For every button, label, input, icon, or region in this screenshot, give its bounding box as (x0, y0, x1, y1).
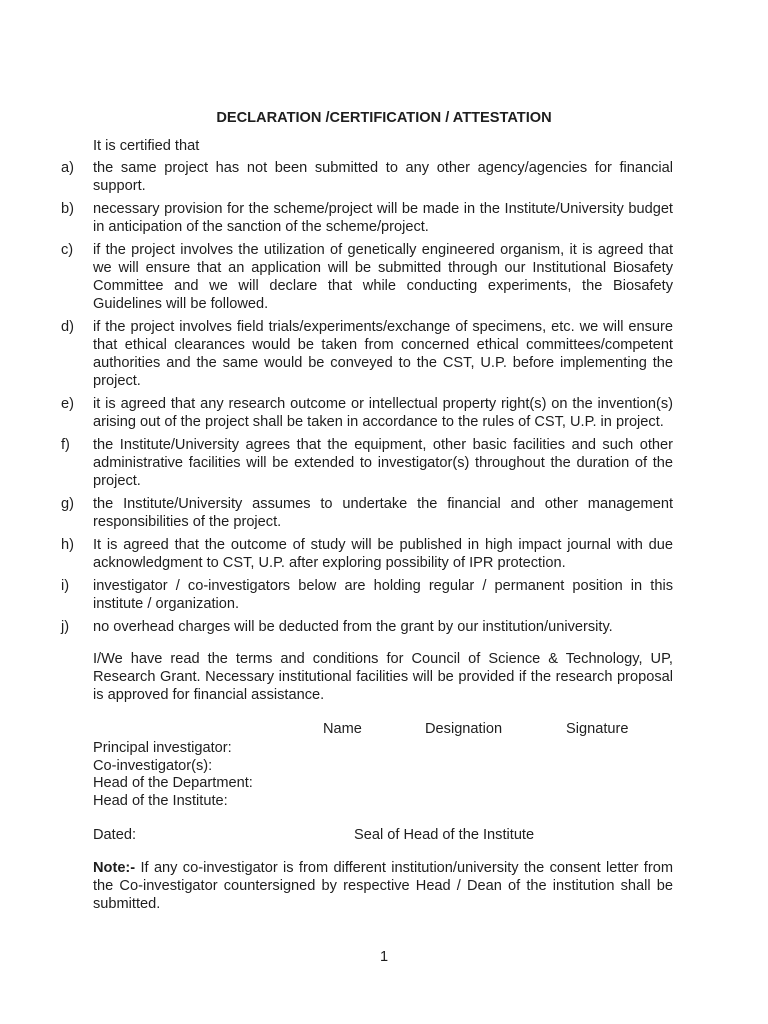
item-text: the Institute/University agrees that the equipment, other basic facilities and such other administrative facilities will be extended to investigator(s) throughout the duration of the project. (93, 437, 673, 489)
list-item (61, 241, 673, 313)
item-text: if the project involves field trials/experiments/exchange of specimens, etc. we will ensure that ethical clearances would be taken from concerned ethical committees/competent authorities and the same would be conveyed to the CST, U.P. before implementing the project. (93, 319, 673, 389)
item-text: the same project has not been submitted to any other agency/agencies for financial support. (93, 160, 673, 194)
item-text: investigator / co-investigators below are holding regular / permanent position in this institute / organization. (93, 578, 673, 612)
signatory-roles (93, 739, 253, 809)
list-item (61, 618, 673, 636)
item-label: h) (61, 537, 74, 553)
role-head-of-institute: Head of the Institute: (93, 792, 228, 809)
item-label: f) (61, 437, 70, 453)
item-label: d) (61, 319, 74, 335)
item-label: a) (61, 160, 74, 176)
note-text: If any co-investigator is from different institution/university the consent letter from the Co-investigator countersigned by respective Head / Dean of the institution shall be submitted. (93, 860, 673, 912)
item-label: g) (61, 496, 74, 512)
page-number: 1 (379, 949, 389, 965)
document-title: DECLARATION /CERTIFICATION / ATTESTATION (216, 110, 552, 126)
list-item (61, 577, 673, 613)
list-item (61, 200, 673, 236)
item-label: c) (61, 242, 74, 258)
seal-label: Seal of Head of the Institute (354, 827, 535, 843)
list-item (61, 495, 673, 531)
list-item (61, 159, 673, 195)
item-text: It is agreed that the outcome of study will be published in high impact journal with due acknowledgment to CST, U.P. after exploring possibility of IPR protection. (93, 537, 673, 571)
list-item (61, 395, 673, 431)
certification-list (61, 159, 673, 641)
signature-column-header: Signature (566, 721, 629, 737)
intro-text: It is certified that (93, 138, 200, 154)
item-text: if the project involves the utilization of genetically engineered organism, it is agreed that we will ensure that an application will be submitted through our Institutional Biosafety Committee and we will declare that while conducting experiments, the Biosafety Guidelines will be followed. (93, 242, 673, 312)
role-principal-investigator: Principal investigator: (93, 740, 232, 756)
list-item (61, 436, 673, 490)
role-co-investigators: Co-investigator(s): (93, 757, 213, 774)
item-text: the Institute/University assumes to undertake the financial and other management responsibilities of the project. (93, 496, 673, 530)
name-column-header: Name (323, 721, 362, 737)
list-item (61, 318, 673, 390)
role-head-of-department: Head of the Department: (93, 775, 253, 791)
dated-label: Dated: (93, 827, 136, 843)
item-text: no overhead charges will be deducted from the grant by our institution/university. (93, 619, 613, 635)
list-item (61, 536, 673, 572)
item-label: i) (61, 578, 70, 594)
item-label: e) (61, 396, 74, 412)
note-paragraph (93, 859, 673, 913)
item-label: j) (61, 619, 70, 635)
note-label: Note:- (93, 860, 136, 876)
terms-paragraph: I/We have read the terms and conditions for Council of Science & Technology, UP, Research Grant. Necessary institutional facilities will be provided if the research proposal is approved for financial assistance. (93, 651, 673, 703)
designation-column-header: Designation (425, 721, 503, 737)
item-label: b) (61, 201, 74, 217)
item-text: necessary provision for the scheme/project will be made in the Institute/University budget in anticipation of the sanction of the scheme/project. (93, 201, 673, 235)
item-text: it is agreed that any research outcome or intellectual property right(s) on the invention(s) arising out of the project shall be taken in accordance to the rules of CST, U.P. in project. (93, 396, 673, 430)
